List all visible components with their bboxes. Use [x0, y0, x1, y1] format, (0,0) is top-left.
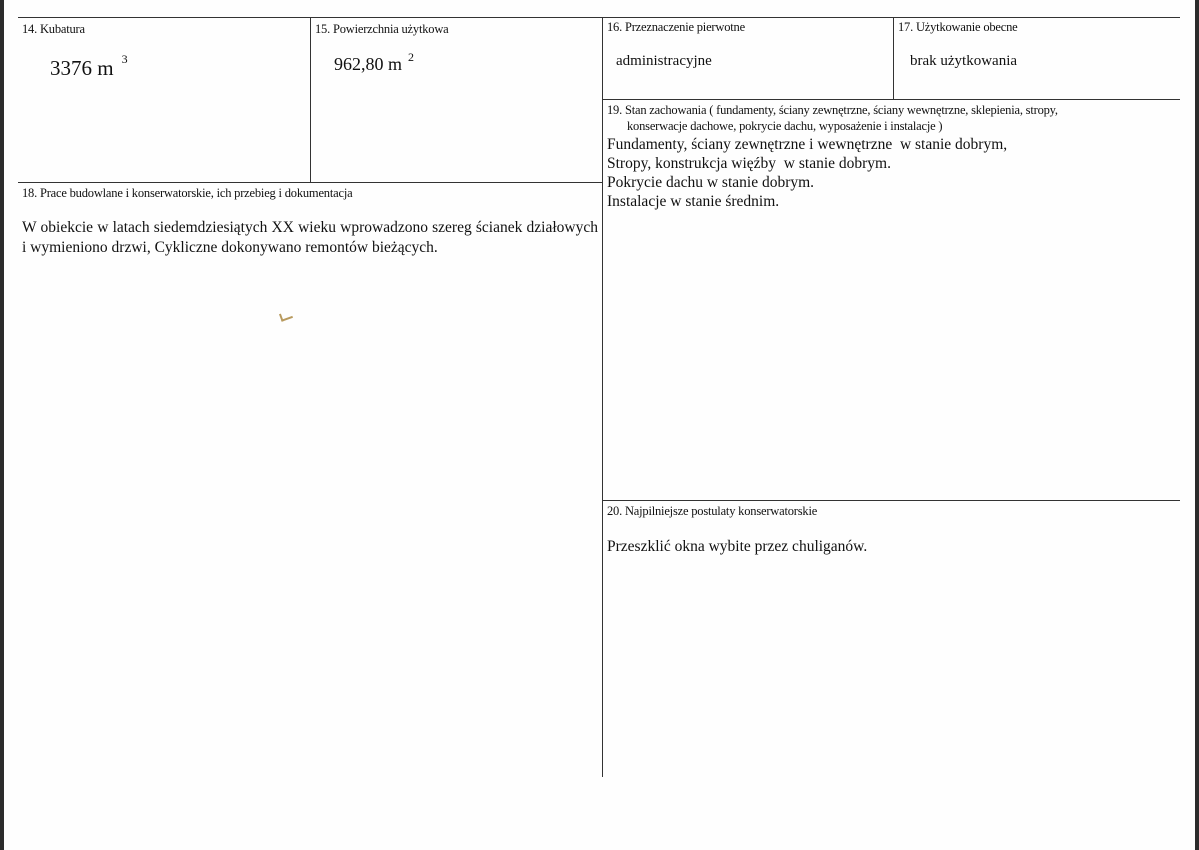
top-rule [18, 17, 1180, 18]
card-left-edge [0, 0, 4, 850]
field-19-line: Pokrycie dachu w stanie dobrym. [607, 174, 815, 191]
field-15-label: 15. Powierzchnia użytkowa [315, 22, 449, 36]
field-19-line: Instalacje w stanie średnim. [607, 193, 780, 210]
field-14-value-text: 3376 m [50, 56, 114, 80]
field-15-value [334, 50, 415, 75]
field-14-exponent: 3 [121, 52, 128, 66]
field-18-text: W obiekcie w latach siedemdziesiątych XX wieku wprowadzono szereg ścianek działowych i wymieniono drzwi, Cykliczne dokonywano remontów bieżących. [22, 219, 598, 256]
divider-16-17 [893, 17, 894, 99]
field-20-label: 20. Najpilniejsze postulaty konserwatorskie [607, 504, 818, 518]
field-14-value [50, 52, 128, 81]
field-15-value-text: 962,80 m [334, 54, 403, 74]
field-19-label-line2: konserwacje dachowe, pokrycie dachu, wyposażenie i instalacje ) [627, 119, 943, 133]
field-19-line: Fundamenty, ściany zewnętrzne i wewnętrzne w stanie dobrym, [607, 136, 1008, 153]
field-19-line: Stropy, konstrukcja więźby w stanie dobrym. [607, 155, 891, 172]
field-18-label: 18. Prace budowlane i konserwatorskie, ich przebieg i dokumentacja [22, 186, 353, 200]
rule-above-20 [602, 500, 1180, 501]
divider-main [602, 17, 603, 777]
field-16-label: 16. Przeznaczenie pierwotne [607, 20, 745, 34]
field-19-text [607, 135, 1167, 211]
field-16-value: administracyjne [616, 53, 712, 69]
field-17-label: 17. Użytkowanie obecne [898, 20, 1018, 34]
rule-above-19 [602, 99, 1180, 100]
rule-above-18 [18, 182, 603, 183]
field-15-exponent: 2 [408, 50, 415, 64]
ink-mark [279, 310, 293, 322]
field-17-value: brak użytkowania [910, 53, 1018, 69]
field-14-label: 14. Kubatura [22, 22, 85, 36]
divider-14-15 [310, 17, 311, 183]
field-19-label-line1: 19. Stan zachowania ( fundamenty, ściany zewnętrzne, ściany wewnętrzne, sklepienia, stropy, [607, 103, 1058, 117]
field-19-label [607, 102, 1172, 134]
field-20-text: Przeszklić okna wybite przez chuliganów. [607, 538, 868, 555]
card-right-edge [1195, 0, 1199, 850]
